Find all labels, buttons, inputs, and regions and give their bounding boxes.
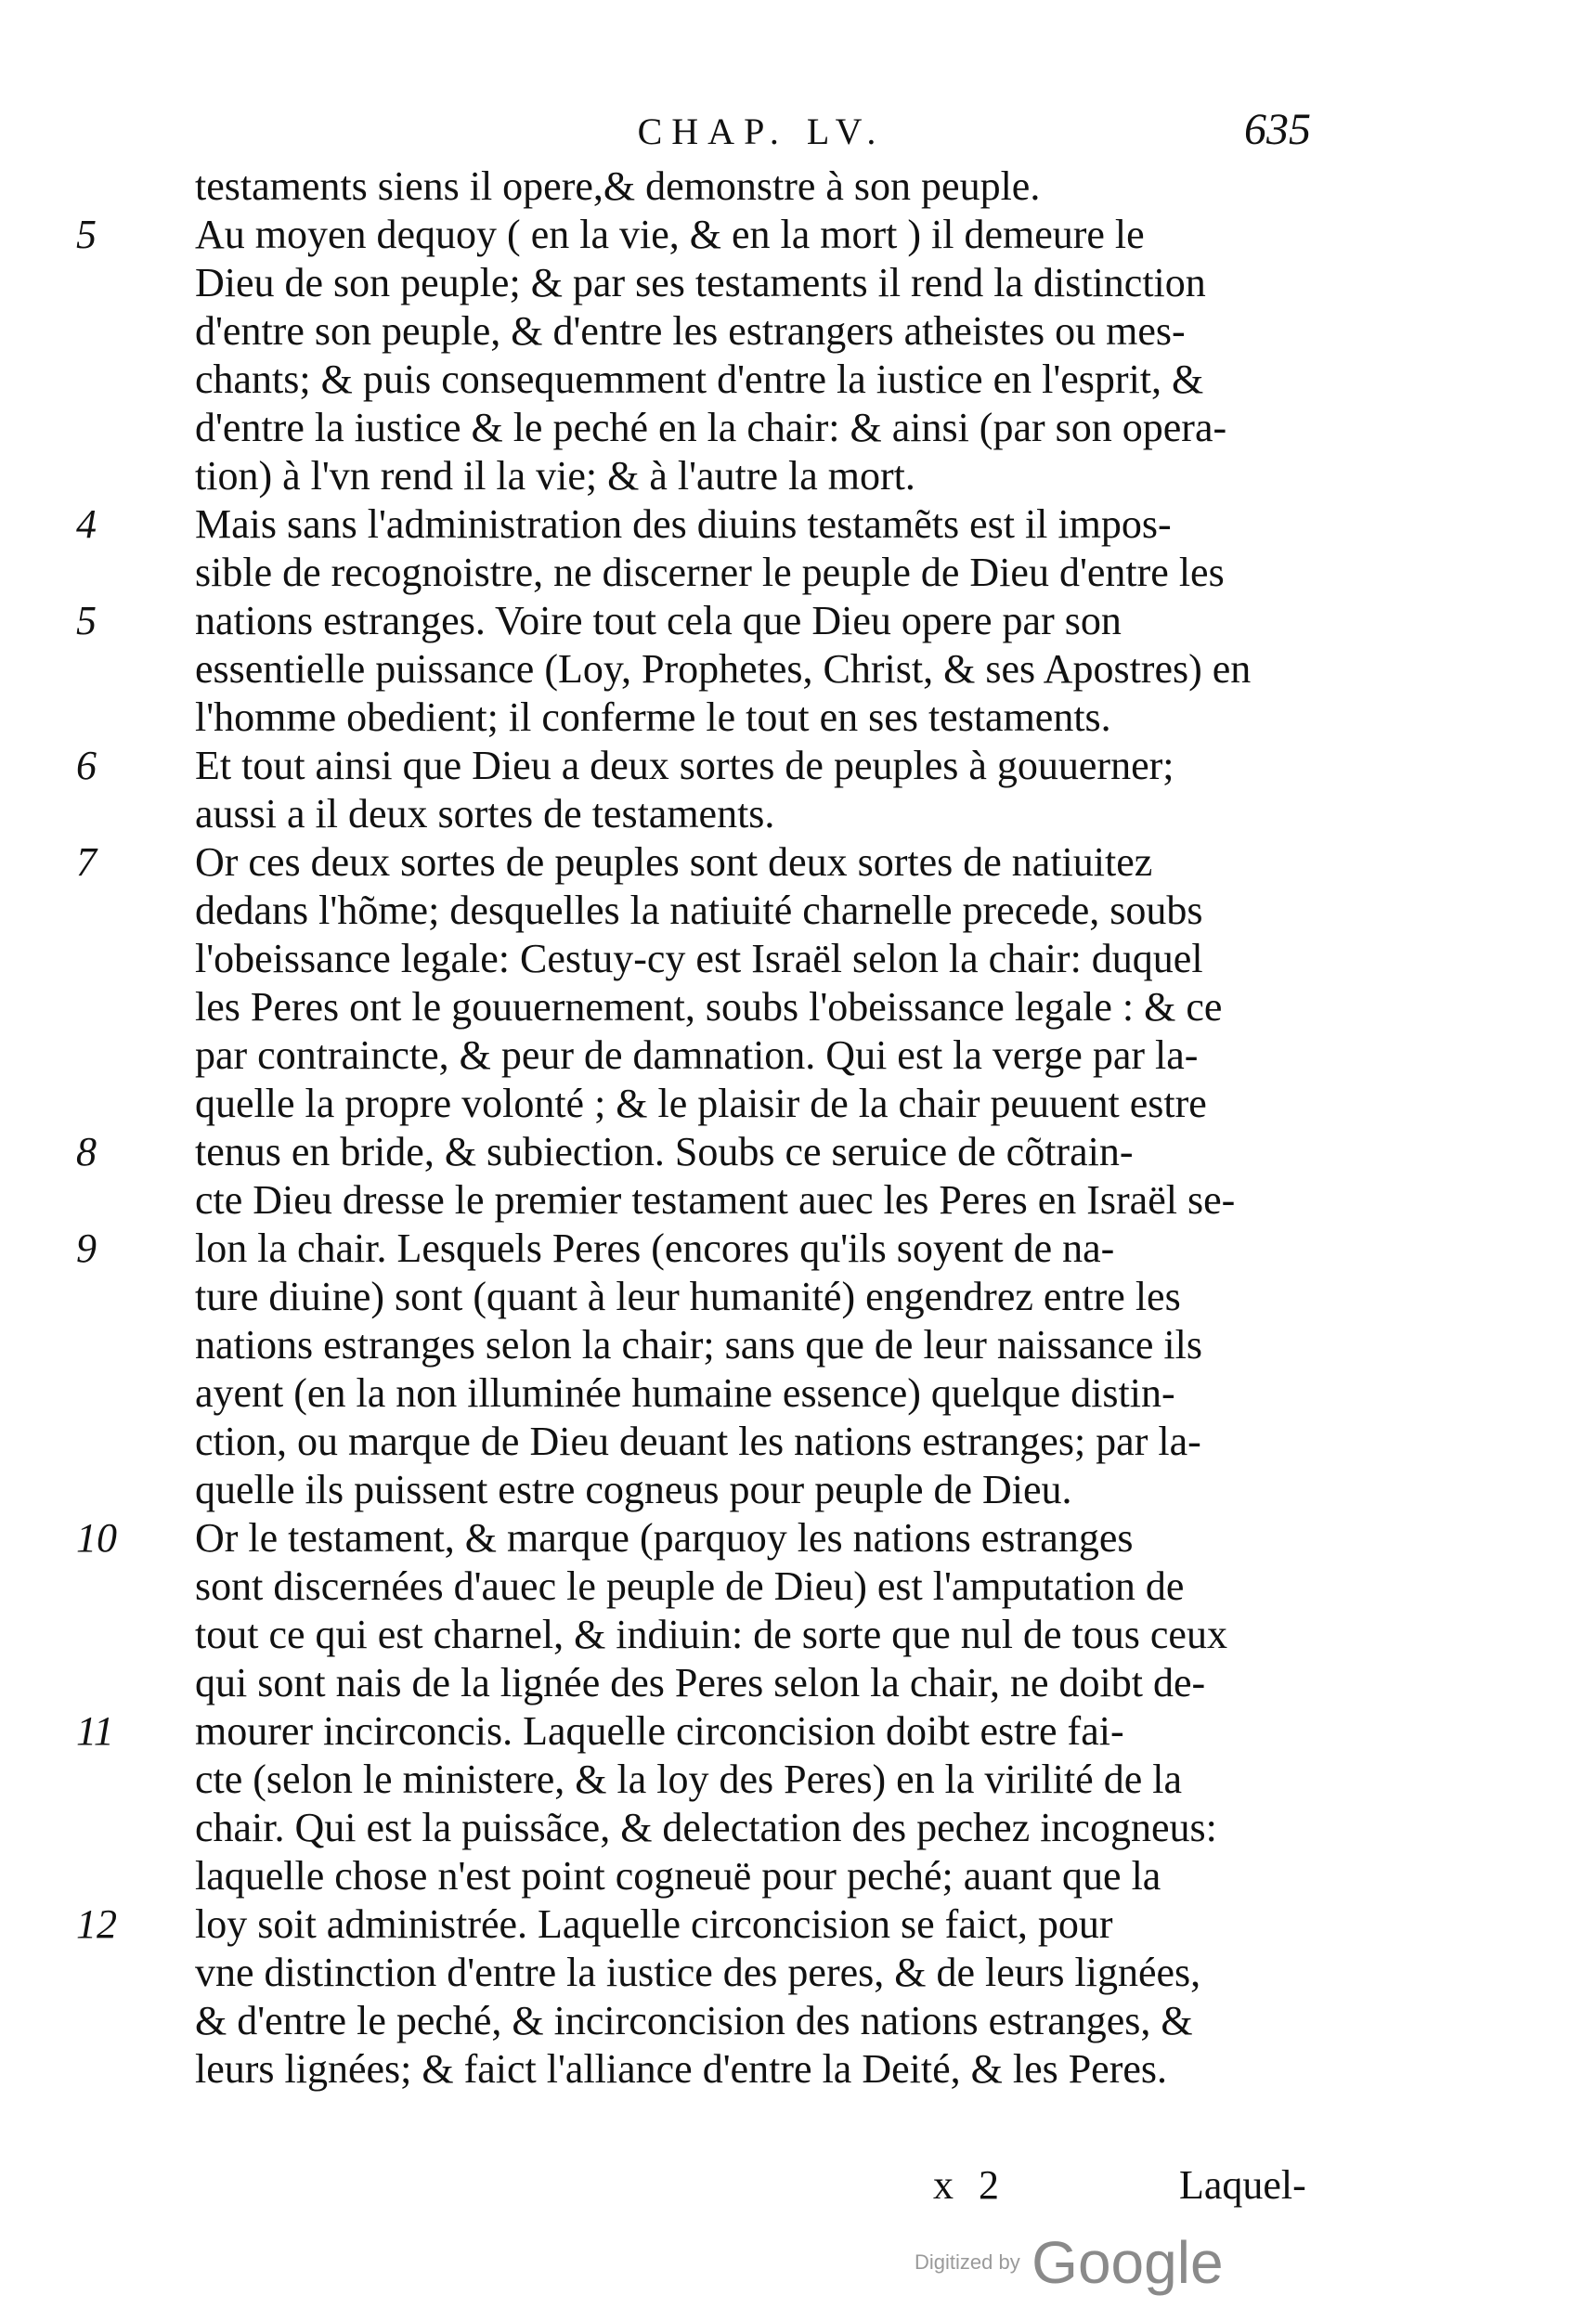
text-line: l'homme obedient; il conferme le tout en ses testaments. (195, 694, 1111, 740)
text-line: l'obeissance legale: Cestuy-cy est Israël selon la chair: duquel (195, 936, 1203, 981)
text-line: nations estranges selon la chair; sans que de leur naissance ils (195, 1322, 1203, 1368)
text-line: les Peres ont le gouuernement, soubs l'obeissance legale : & ce (195, 984, 1223, 1030)
verse-number: 4 (76, 501, 97, 547)
text-line: tenus en bride, & subiection. Soubs ce seruice de cõtrain- (195, 1129, 1134, 1174)
verse-number: 9 (76, 1225, 97, 1271)
text-line: Au moyen dequoy ( en la vie, & en la mort ) il demeure le (195, 212, 1145, 257)
verse-number: 12 (76, 1901, 117, 1947)
verse-number: 8 (76, 1129, 97, 1174)
text-line: cte Dieu dresse le premier testament auec les Peres en Israël se- (195, 1177, 1236, 1223)
text-line: Mais sans l'administration des diuins testamẽts est il impos- (195, 501, 1172, 547)
text-line: qui sont nais de la lignée des Peres selon la chair, ne doibt de- (195, 1660, 1206, 1705)
text-line: lon la chair. Lesquels Peres (encores qu'ils soyent de na- (195, 1225, 1115, 1271)
text-line: ction, ou marque de Dieu deuant les nations estranges; par la- (195, 1419, 1201, 1464)
text-line: testaments siens il opere,& demonstre à son peuple. (195, 163, 1041, 209)
digitized-watermark (915, 2228, 1224, 2297)
text-line: chair. Qui est la puissãce, & delectation des pechez incogneus: (195, 1805, 1217, 1850)
verse-number: 6 (76, 743, 97, 788)
catchword: Laquel- (1179, 2162, 1306, 2208)
text-line: tout ce qui est charnel, & indiuin: de sorte que nul de tous ceux (195, 1612, 1227, 1657)
text-line: Or le testament, & marque (parquoy les nations estranges (195, 1515, 1134, 1561)
signature-mark: x 2 (933, 2162, 1006, 2208)
text-line: cte (selon le ministere, & la loy des Peres) en la virilité de la (195, 1757, 1182, 1802)
text-line: tion) à l'vn rend il la vie; & à l'autre la mort. (195, 453, 915, 499)
text-line: sible de recognoistre, ne discerner le peuple de Dieu d'entre les (195, 550, 1225, 595)
text-line: & d'entre le peché, & incirconcision des nations estranges, & (195, 1998, 1193, 2043)
text-line: par contraincte, & peur de damnation. Qui est la verge par la- (195, 1032, 1199, 1078)
text-line: quelle la propre volonté ; & le plaisir de la chair peuuent estre (195, 1081, 1207, 1126)
text-line: laquelle chose n'est point cogneuë pour peché; auant que la (195, 1853, 1161, 1899)
text-line: ayent (en la non illuminée humaine essence) quelque distin- (195, 1370, 1175, 1416)
text-line: vne distinction d'entre la iustice des peres, & de leurs lignées, (195, 1950, 1201, 1995)
text-line: sont discernées d'auec le peuple de Dieu) est l'amputation de (195, 1563, 1185, 1609)
verse-number: 7 (76, 839, 97, 885)
verse-number: 11 (76, 1708, 114, 1754)
text-line: Or ces deux sortes de peuples sont deux sortes de natiuitez (195, 839, 1153, 885)
text-line: aussi a il deux sortes de testaments. (195, 791, 775, 836)
verse-number: 5 (76, 598, 97, 643)
text-line: ture diuine) sont (quant à leur humanité) engendrez entre les (195, 1274, 1181, 1319)
text-line: essentielle puissance (Loy, Prophetes, Christ, & ses Apostres) en (195, 646, 1252, 692)
text-line: loy soit administrée. Laquelle circoncision se faict, pour (195, 1901, 1113, 1947)
text-line: nations estranges. Voire tout cela que Dieu opere par son (195, 598, 1122, 643)
text-line: d'entre son peuple, & d'entre les estrangers atheistes ou mes- (195, 308, 1186, 354)
verse-number: 10 (76, 1515, 117, 1561)
text-line: quelle ils puissent estre cogneus pour peuple de Dieu. (195, 1467, 1072, 1512)
verse-number: 5 (76, 212, 97, 257)
text-line: leurs lignées; & faict l'alliance d'entre la Deité, & les Peres. (195, 2046, 1168, 2092)
running-header: CHAP. LV. (637, 110, 886, 152)
text-line: mourer incirconcis. Laquelle circoncision doibt estre fai- (195, 1708, 1124, 1754)
text-line: Et tout ainsi que Dieu a deux sortes de peuples à gouuerner; (195, 743, 1174, 788)
text-line: Dieu de son peuple; & par ses testaments il rend la distinction (195, 260, 1206, 305)
watermark-prefix: Digitized by (915, 2250, 1020, 2274)
text-line: dedans l'hõme; desquelles la natiuité charnelle precede, soubs (195, 888, 1203, 933)
text-line: d'entre la iustice & le peché en la chair: & ainsi (par son opera- (195, 405, 1227, 450)
page-number: 635 (1244, 105, 1311, 154)
text-line: chants; & puis consequemment d'entre la iustice en l'esprit, & (195, 357, 1204, 402)
google-logo: Google (1032, 2229, 1224, 2296)
